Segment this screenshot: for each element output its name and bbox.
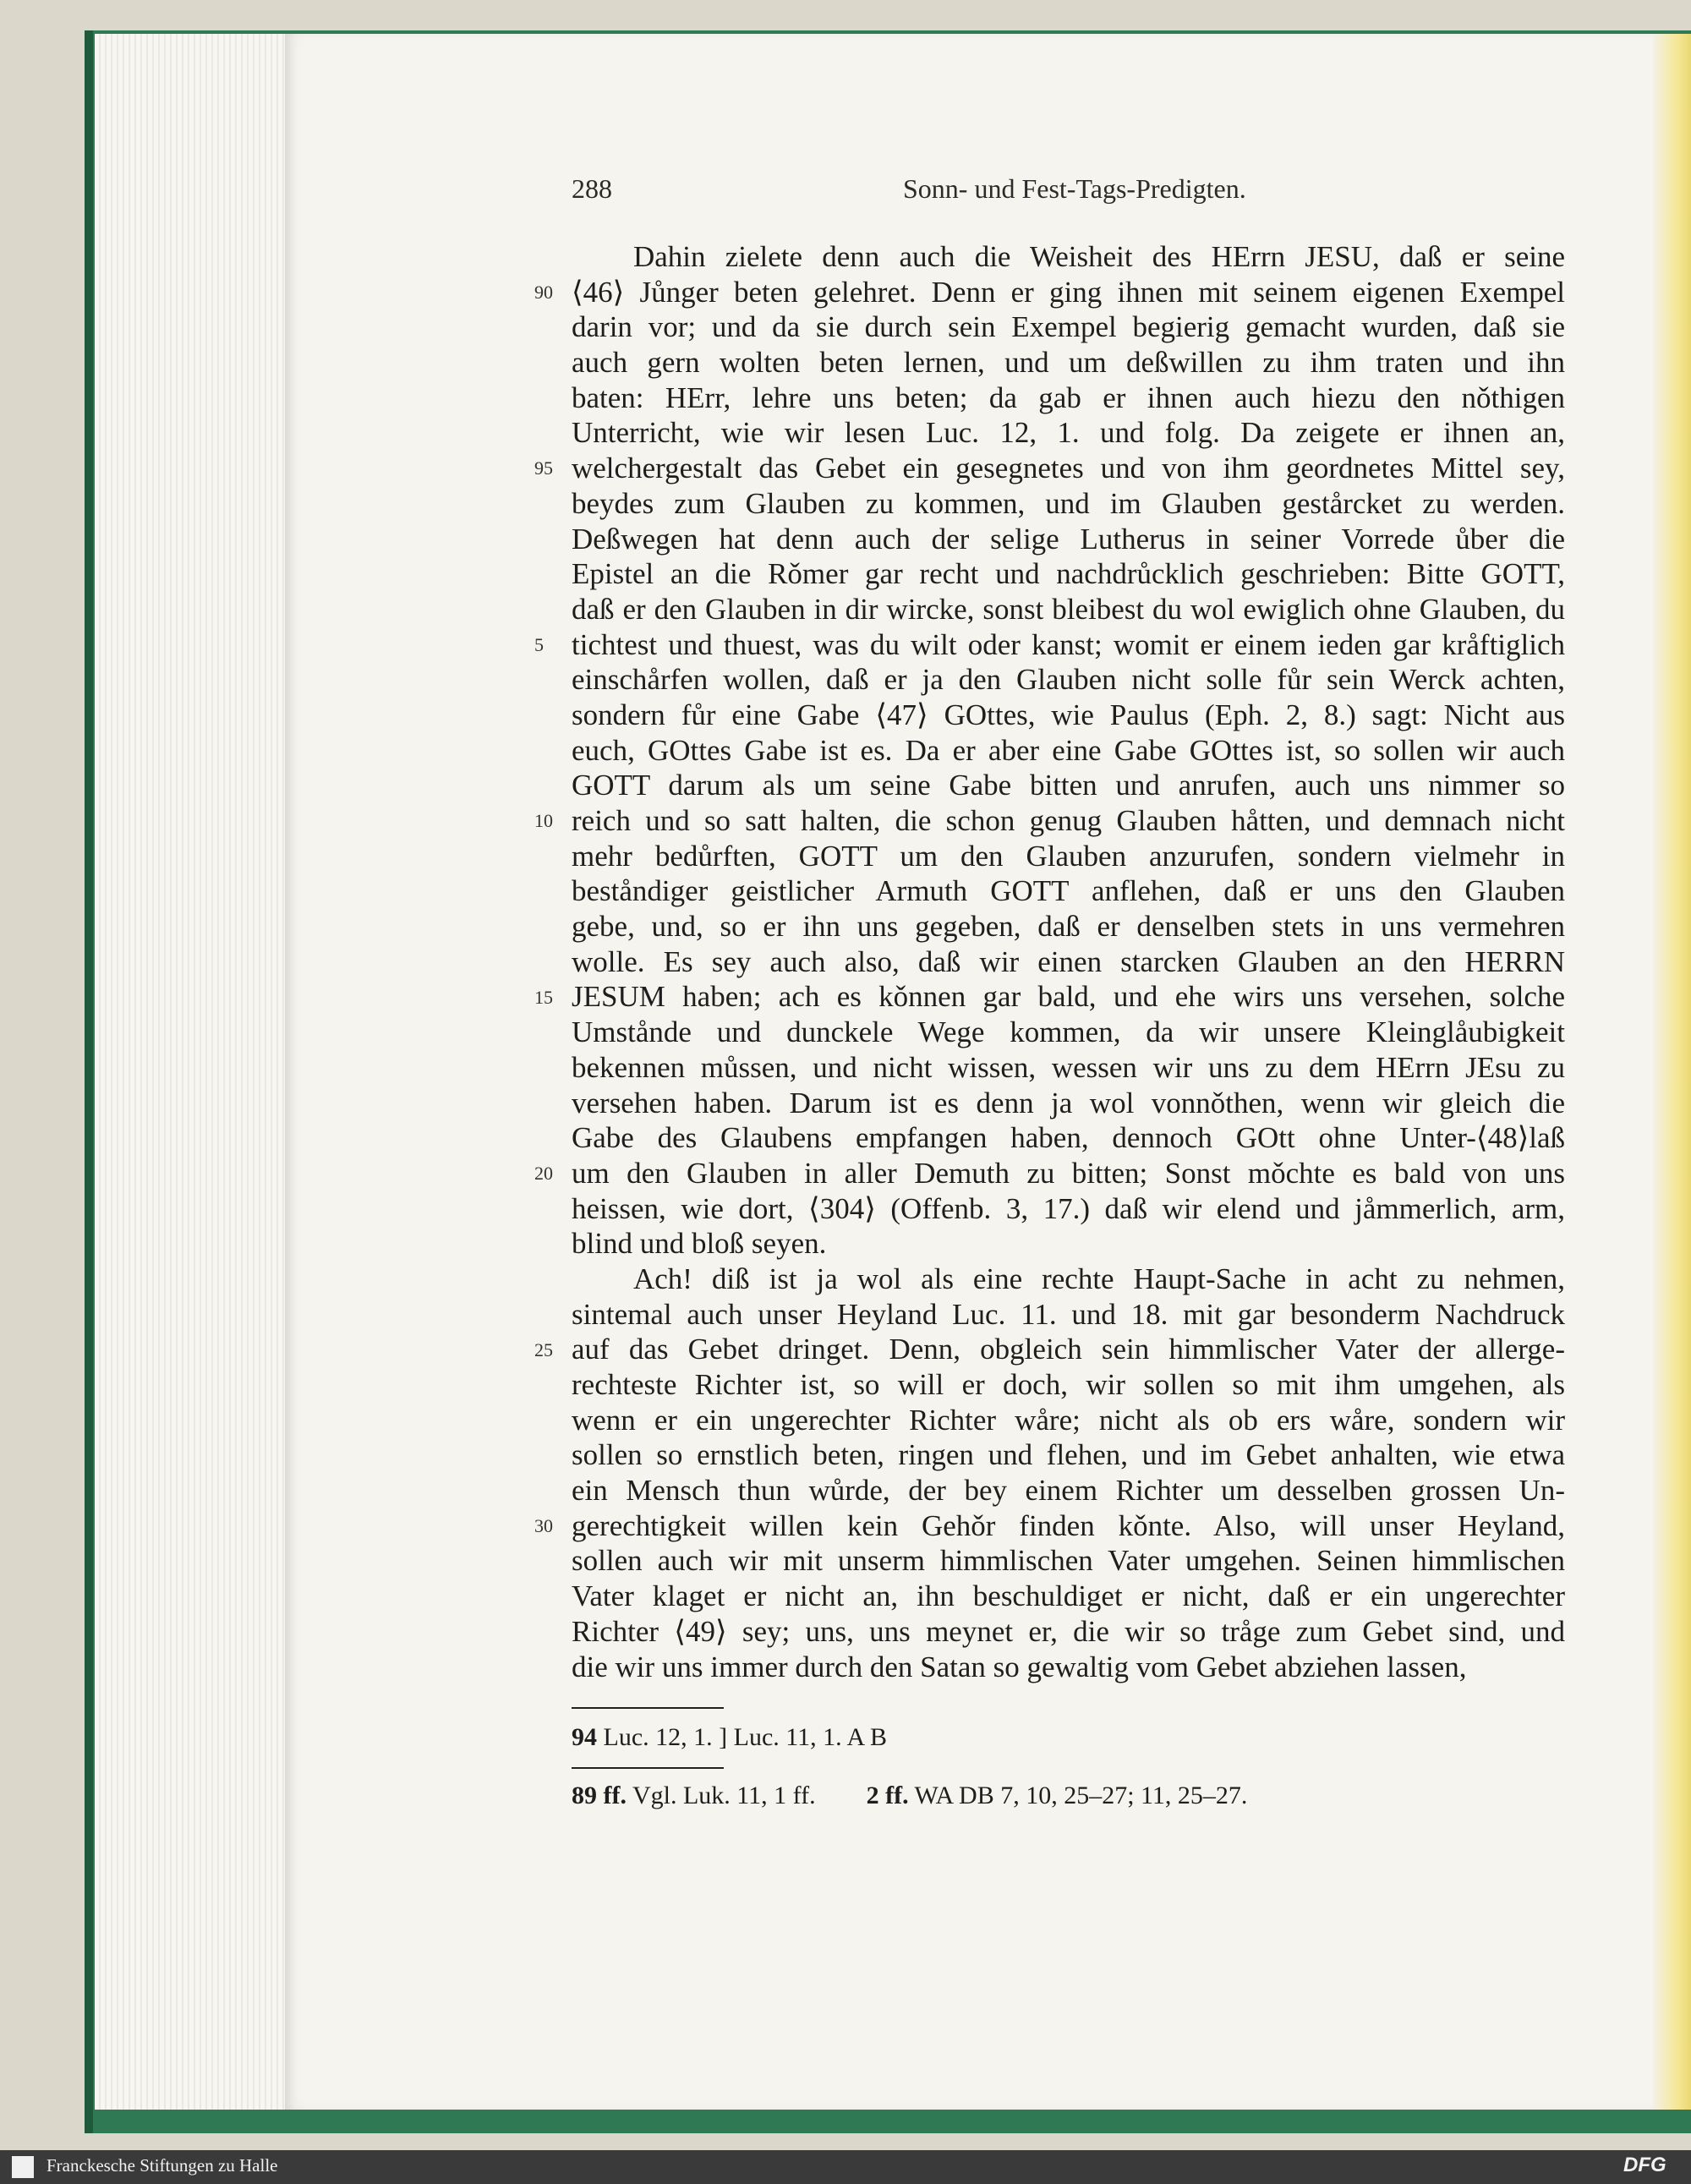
book-cover-edge (85, 30, 93, 2133)
running-title: Sonn- und Fest-Tags-Predigten. (903, 173, 1246, 204)
institution-logo-icon (12, 2156, 34, 2178)
notes-rule (572, 1767, 724, 1769)
text-line: darin vor; und da sie durch sein Exempel begierig gemacht wurden, daß sie (572, 310, 1565, 344)
text-line: reich und so satt halten, die schon genug Glauben håtten, und demnach nicht (572, 804, 1565, 837)
text-line: versehen haben. Darum ist es denn ja wol vonnǒthen, wenn wir gleich die (572, 1086, 1565, 1119)
line-number: 25 (534, 1338, 553, 1360)
text-line: sollen auch wir mit unserm himmlischen Vater umgehen. Seinen himmlischen (572, 1544, 1565, 1578)
note (572, 1782, 816, 1809)
apparatus-rule (572, 1707, 724, 1709)
text-line: Unterricht, wie wir lesen Luc. 12, 1. und folg. Da zeigete er ihnen an, (572, 416, 1565, 450)
text-line: ein Mensch thun wůrde, der bey einem Richter um desselben grossen Un- (572, 1474, 1565, 1508)
text-line: Vater klaget er nicht an, ihn beschuldiget er nicht, daß er ein ungerechter (572, 1579, 1565, 1613)
text-line: die wir uns immer durch den Satan so gewaltig vom Gebet abziehen lassen, (572, 1650, 1467, 1683)
text-line: rechteste Richter ist, so will er doch, wir sollen so mit ihm umgehen, als (572, 1368, 1565, 1401)
line-number: 30 (534, 1515, 553, 1537)
facing-page-edge (1653, 34, 1691, 2110)
text-line: bekennen můssen, und nicht wissen, wessen wir uns zu dem HErrn JEsu zu (572, 1050, 1565, 1084)
text-line: heissen, wie dort, ⟨304⟩ (Offenb. 3, 17.) daß wir elend und jåmmerlich, arm, (572, 1191, 1565, 1225)
footnotes (572, 1782, 1247, 1810)
text-line: beståndiger geistlicher Armuth GOTT anflehen, daß er uns den Glauben (572, 874, 1565, 908)
text-line: Umstånde und dunckele Wege kommen, da wir unsere Kleinglåubigkeit (572, 1015, 1565, 1049)
page-number: 288 (572, 173, 612, 204)
running-head (572, 173, 1569, 211)
text-line: euch, GOttes Gabe ist es. Da er aber eine Gabe GOttes ist, so sollen wir auch (572, 733, 1565, 767)
text-line: sintemal auch unser Heyland Luc. 11. und 18. mit gar besonderm Nachdruck (572, 1297, 1565, 1331)
text-line: Deßwegen hat denn auch der selige Lutherus in seiner Vorrede ůber die (572, 522, 1565, 556)
text-line: Ach! diß ist ja wol als eine rechte Haupt-Sache in acht zu nehmen, (633, 1262, 1565, 1295)
text-line: welchergestalt das Gebet ein gesegnetes und von ihm geordnetes Mittel sey, (572, 452, 1565, 485)
text-line: auf das Gebet dringet. Denn, obgleich sein himmlischer Vater der allerge- (572, 1333, 1565, 1366)
text-line: JESUM haben; ach es kǒnnen gar bald, und ehe wirs uns versehen, solche (572, 980, 1565, 1014)
note-ref: 89 ff. (572, 1782, 627, 1809)
text-line: mehr bedůrften, GOTT um den Glauben anzurufen, sondern vielmehr in (572, 839, 1565, 873)
text-line: tichtest und thuest, was du wilt oder kanst; womit er einem ieden gar kråftiglich (572, 627, 1565, 661)
text-line: sondern fůr eine Gabe ⟨47⟩ GOttes, wie Paulus (Eph. 2, 8.) sagt: Nicht aus (572, 698, 1565, 731)
note-ref: 2 ff. (866, 1782, 909, 1809)
text-line: blind und bloß seyen. (572, 1227, 827, 1261)
text-line: Gabe des Glaubens empfangen haben, dennoch GOtt ohne Unter-⟨48⟩laß (572, 1121, 1565, 1155)
text-line: einschårfen wollen, daß er ja den Glauben nicht solle fůr sein Werck achten, (572, 663, 1565, 697)
text-line: GOTT darum als um seine Gabe bitten und anrufen, auch uns nimmer so (572, 769, 1565, 802)
text-line: um den Glauben in aller Demuth zu bitten; Sonst mǒchte es bald von uns (572, 1156, 1565, 1190)
footer-institution: Franckesche Stiftungen zu Halle (47, 2155, 278, 2176)
note-text: WA DB 7, 10, 25–27; 11, 25–27. (908, 1782, 1248, 1809)
text-line: Richter ⟨49⟩ sey; uns, uns meynet er, die wir so tråge zum Gebet sind, und (572, 1614, 1565, 1648)
text-line: Epistel an die Rǒmer gar recht und nachdrůcklich geschrieben: Bitte GOTT, (572, 557, 1565, 591)
text-line: auch gern wolten beten lernen, und um deßwillen zu ihm traten und ihn (572, 346, 1565, 380)
text-line: daß er den Glauben in dir wircke, sonst bleibest du wol ewiglich ohne Glauben, du (572, 592, 1565, 626)
apparatus-ref: 94 (572, 1723, 597, 1751)
line-number: 10 (534, 810, 553, 832)
note (867, 1782, 1248, 1809)
line-number: 90 (534, 281, 553, 303)
line-number: 20 (534, 1163, 553, 1185)
footer-dfg-logo: DFG (1623, 2154, 1666, 2176)
apparatus-text: Luc. 12, 1. ] Luc. 11, 1. A B (597, 1723, 888, 1751)
note-text: Vgl. Luk. 11, 1 ff. (626, 1782, 816, 1809)
line-number: 15 (534, 986, 553, 1008)
line-number: 95 (534, 457, 553, 479)
text-line: wenn er ein ungerechter Richter wåre; nicht als ob ers wåre, sondern wir (572, 1403, 1565, 1437)
text-line: wolle. Es sey auch also, daß wir einen starcken Glauben an den HERRN (572, 944, 1565, 978)
text-line: ⟨46⟩ Jůnger beten gelehret. Denn er ging ihnen mit seinem eigenen Exempel (572, 275, 1565, 309)
text-line: gebe, und, so er ihn uns gegeben, daß er denselben stets in uns vermehren (572, 910, 1565, 944)
page-edges (95, 34, 285, 2110)
text-line: Dahin zielete denn auch die Weisheit des HErrn JESU, daß er seine (633, 240, 1565, 273)
text-line: beydes zum Glauben zu kommen, und im Glauben gestårcket zu werden. (572, 486, 1565, 520)
main-text (572, 239, 1565, 1684)
text-line: baten: HErr, lehre uns beten; da gab er ihnen auch hiezu den nǒthigen (572, 380, 1565, 414)
text-line: sollen so ernstlich beten, ringen und flehen, und im Gebet anhalten, wie etwa (572, 1438, 1565, 1472)
text-line: gerechtigkeit willen kein Gehǒr finden kǒnte. Also, will unser Heyland, (572, 1508, 1565, 1542)
critical-apparatus (572, 1723, 887, 1752)
line-number: 5 (534, 633, 544, 655)
